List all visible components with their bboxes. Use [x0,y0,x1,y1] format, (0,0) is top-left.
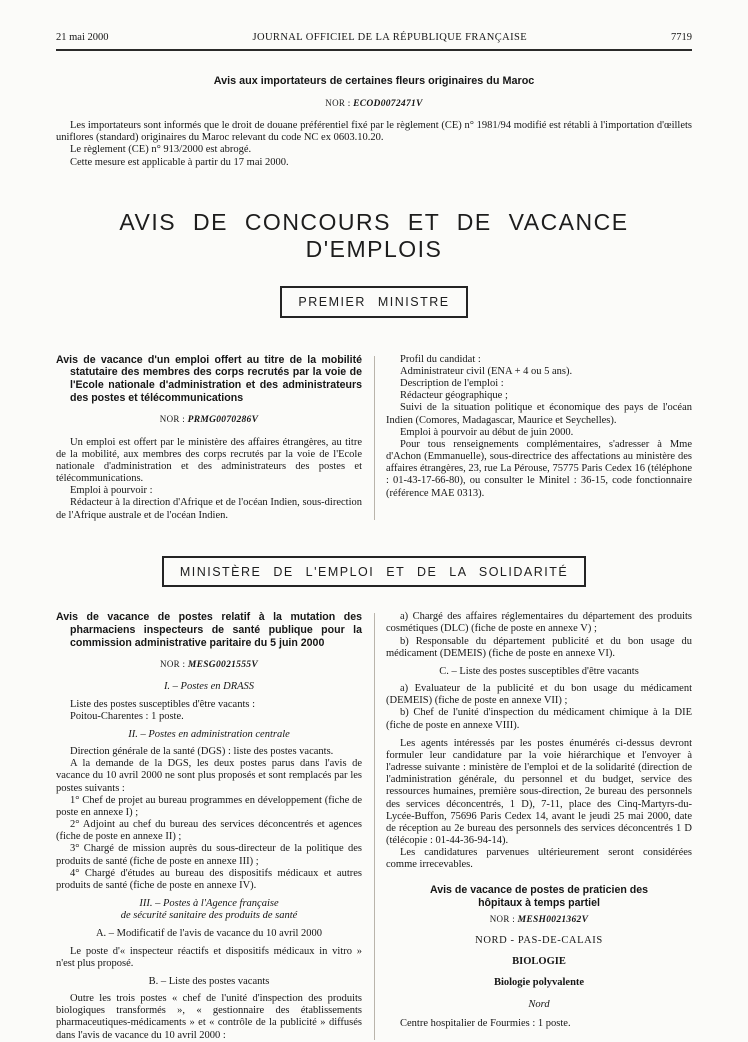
left-column [56,611,362,1042]
section-heading: A. – Modificatif de l'avis de vacance du 10 avril 2000 [95,928,323,940]
nor-code: MESH0021362V [517,915,589,926]
nor-label: NOR : [159,414,186,425]
ministere-emploi-box: MINISTÈRE DE L'EMPLOI ET DE LA SOLIDARITÉ [162,556,586,588]
list-item: 3° Chargé de mission auprès du sous-directeur de la politique des produits de santé (fiche de poste en annexe III) ; [56,843,362,867]
header-date: 21 mai 2000 [56,32,109,43]
column-divider [374,356,375,520]
paragraph: Direction générale de la santé (DGS) : liste des postes vacants. [70,746,334,758]
nor-line [56,414,362,426]
paragraph: Pour tous renseignements complémentaires, s'adresser à Mme d'Achon (Emmanuelle), sous-directrice des affectations au ministère des affaires étrangères, 23, rue La Pérouse, 75775 Paris Cedex 16 (téléphone : 01-43-17-66-80), ou consulter le Minitel : 36-15, code fonctionnaire (référence MAE 0313). [386,438,692,499]
page-number: 7719 [671,32,692,43]
page-header [56,32,692,44]
nor-code: PRMG0070286V [187,415,259,426]
paragraph: Un emploi est offert par le ministère des affaires étrangères, au titre de la mobilité, aux membres des corps recrutés par la voie de l'Ecole nationale d'administration et des administrateurs des postes et télécommunications. [56,436,362,485]
list-item: a) Chargé des affaires réglementaires du département des produits cosmétiques (DLC) (fiche de poste en annexe V) ; [386,611,692,635]
article-praticien [386,884,692,1030]
nor-label: NOR : [489,914,516,925]
section-heading: III. – Postes à l'Agence française [139,898,279,910]
article-title: Avis de vacance de postes de praticien des hôpitaux à temps partiel [429,883,649,909]
section-heading: I. – Postes en DRASS [163,681,255,693]
column-divider [374,613,375,1040]
nor-line [56,659,362,671]
journal-page [0,32,748,1041]
paragraph: Le règlement (CE) n° 913/2000 est abrogé. [70,144,252,156]
journal-title: JOURNAL OFFICIEL DE LA RÉPUBLIQUE FRANÇAISE [252,32,528,43]
paragraph: Administrateur civil (ENA + 4 ou 5 ans). [400,365,573,377]
list-item: b) Chef de l'unité d'inspection du médicament chimique à la DIE (fiche de poste en annexe VIII). [386,707,692,731]
article-title: Avis de vacance de postes relatif à la mutation des pharmaciens inspecteurs de santé publique pour la commission administrative paritaire du 5 juin 2000 [56,611,362,649]
paragraph: Suivi de la situation politique et économique des pays de l'océan Indien (Comores, Madagascar, Maurice et Seychelles). [386,402,692,426]
right-column [386,354,692,522]
nor-code: ECOD0072471V [353,99,423,110]
left-column [56,354,362,522]
region-heading: NORD - PAS-DE-CALAIS [475,935,603,947]
nor-label: NOR : [325,98,351,109]
list-item: 2° Adjoint au chef du bureau des services déconcentrés et agences (fiche de poste en annexe II) ; [56,819,362,843]
specialty-heading: Biologie polyvalente [493,977,585,989]
list-item: 4° Chargé d'études au bureau des dispositifs médicaux et autres produits de santé (fiche de poste en annexe IV). [56,867,362,891]
section-heading: B. – Liste des postes vacants [148,975,270,987]
paragraph: Cette mesure est applicable à partir du 17 mai 2000. [70,156,289,168]
nor-line [56,98,692,110]
right-column [386,611,692,1042]
paragraph: Profil du candidat : [400,353,481,365]
paragraph: Rédacteur à la direction d'Afrique et de l'océan Indien, sous-direction de l'Afrique australe et de l'océan Indien. [56,497,362,521]
columns-ministere-emploi [56,611,692,1042]
specialty-group-heading: BIOLOGIE [512,956,566,968]
page [0,32,748,1042]
paragraph: Description de l'emploi : [400,378,504,390]
section-main-title: AVIS DE CONCOURS ET DE VACANCE D'EMPLOIS [119,208,629,262]
nor-label: NOR : [160,659,186,670]
paragraph: Poitou-Charentes : 1 poste. [70,710,184,722]
paragraph: A la demande de la DGS, les deux postes parus dans l'avis de vacance du 10 avril 2000 ne sont plus proposés et sont remplacés par les postes suivants : [56,758,362,794]
paragraph: Les agents intéressés par les postes énumérés ci-dessus devront formuler leur candidature par la voie hiérarchique et l'envoyer à l'adresse suivante : ministère de l'emploi et de la solidarité (direction de l'administration générale, du personnel et du budget, service des ressources humaines, première sous-direction, 2e bureau des personnels des services déconcentrés, 1 D), 7-11, place des Cinq-Martyrs-du-Lycée-Buffon, 75696 Paris Cedex 14, avant le jeudi 25 mai 2000, date de réception au 2e bureau des personnels des services déconcentrés 1 D (télécopie : 01-44-36-94-14). [386,737,692,847]
premier-ministre-box: PREMIER MINISTRE [280,286,467,318]
nor-line [386,914,692,926]
paragraph: Emploi à pourvoir : [70,485,153,497]
section-heading: II. – Postes en administration centrale [128,728,290,740]
paragraph: Centre hospitalier de Fourmies : 1 poste. [400,1017,571,1029]
department-heading: Nord [528,998,550,1010]
list-item: a) Evaluateur de la publicité et du bon usage du médicament (DEMEIS) (fiche de poste en annexe VII) ; [386,683,692,707]
paragraph: Liste des postes susceptibles d'être vacants : [70,698,256,710]
article-title: Avis de vacance d'un emploi offert au titre de la mobilité statutaire des membres des corps recrutés par la voie de l'Ecole nationale d'administration et des administrateurs des postes et télécommunications [56,353,362,404]
list-item: 1° Chef de projet au bureau programmes en développement (fiche de poste en annexe I) ; [56,794,362,818]
paragraph: Les candidatures parvenues ultérieurement seront considérées comme irrecevables. [386,847,692,871]
section-heading: C. – Liste des postes susceptibles d'être vacants [439,665,639,677]
notice-maroc [56,75,692,169]
paragraph: Les importateurs sont informés que le droit de douane préférentiel fixé par le règlement (CE) n° 1981/94 modifié est rétabli à l'importation d'œillets uniflores (standard) originaires du Maroc relevant du code NC ex 0603.10.20. [56,120,692,144]
ministere-emploi-box-wrap [56,556,692,588]
header-rule [56,49,692,51]
nor-code: MESG0021555V [187,660,258,671]
paragraph: Le poste d'« inspecteur réactifs et dispositifs médicaux in vitro » n'est plus proposé. [56,945,362,969]
list-item: b) Responsable du département publicité et du bon usage du médicament (DEMEIS) (fiche de poste en annexe VI). [386,635,692,659]
paragraph: Outre les trois postes « chef de l'unité d'inspection des produits biologiques transformés », « gestionnaire des établissements pharmaceutiques-médicaments » et « contrôle de la publicité » diffusés dans l'avis de vacance du 10 avril 2000 : [56,993,362,1041]
paragraph: Emploi à pourvoir au début de juin 2000. [400,426,574,438]
paragraph: Rédacteur géographique ; [400,390,508,402]
columns-premier-ministre [56,354,692,522]
notice-title: Avis aux importateurs de certaines fleurs originaires du Maroc [213,75,535,88]
premier-ministre-box-wrap [56,286,692,318]
section-heading: de sécurité sanitaire des produits de santé [120,910,298,922]
